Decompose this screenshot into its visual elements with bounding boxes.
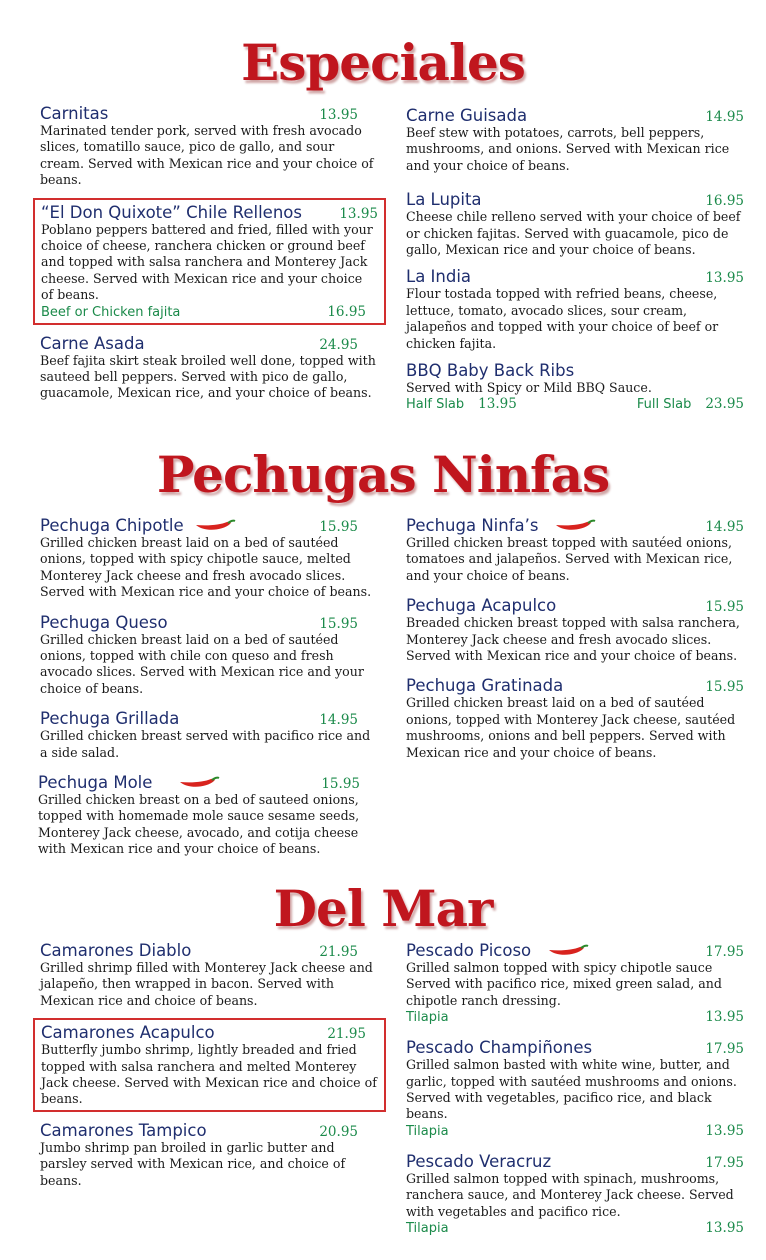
item-price: 17.95 [705,944,744,960]
item-description: Grilled salmon topped with spicy chipotle sauce Served with pacifico rice, mixed green salad, and chipotle ranch dressing. [406,960,722,1008]
item-price: 14.95 [705,519,744,535]
menu-item-pechuga-ninfas [406,516,744,584]
pechugas-right-column [406,516,744,770]
item-name: Pescado Veracruz [406,1151,552,1171]
menu-item-carne-guisada [406,106,744,174]
delmar-left-column [40,941,378,1198]
item-price: 16.95 [705,193,744,210]
item-name: Camarones Diablo [40,941,192,960]
item-price: 15.95 [705,599,744,616]
item-price: 13.95 [339,205,378,222]
item-price: 13.95 [705,270,744,287]
item-description: Grilled chicken breast laid on a bed of sautéed onions, topped with spicy chipotle sauce, melted Monterey Jack cheese and fresh avocado slices. Served with Mexican rice and your choice of beans. [40,535,372,600]
item-name: La India [406,267,472,287]
variant-label: Tilapia [406,1221,449,1237]
menu-item-pescado-picoso [406,941,744,1026]
section-title-especiales: Especiales [241,33,525,92]
item-description: Grilled chicken breast laid on a bed of sautéed onions, topped with Monterey Jack cheese, sautéed mushrooms, onions and bell peppers. Served with Mexican rice and your choice of beans. [406,695,736,760]
variant-label-half-slab: Half Slab [406,397,465,413]
menu-item-camarones-diablo [40,941,378,1009]
item-description: Grilled chicken breast served with pacifico rice and a side salad. [40,728,371,760]
item-description: Beef fajita skirt steak broiled well done, topped with sauteed bell peppers. Served with pico de gallo, guacamole, Mexican rice, and your choice of beans. [40,352,376,401]
item-description: Marinated tender pork, served with fresh avocado slices, tomatillo sauce, pico de gallo, and sour cream. Served with Mexican rice and your choice of beans. [40,123,374,188]
item-description: Poblano peppers battered and fried, filled with your choice of cheese, ranchera chicken or ground beef and topped with salsa ranchera and Monterey Jack cheese. Served with Mexican rice and your choice of beans. [41,221,373,303]
item-description: Breaded chicken breast topped with salsa ranchera, Monterey Jack cheese and fresh avocado slices. Served with Mexican rice and your choice of beans. [406,615,740,664]
item-description: Cheese chile relleno served with your choice of beef or chicken fajitas. Served with guacamole, pico de gallo, Mexican rice and your choice of beans. [406,209,741,258]
item-name: Pechuga Ninfa’s [406,516,539,535]
variant-price-full-slab: 23.95 [705,396,744,413]
chili-pepper-icon [178,776,220,790]
menu-item-pechuga-chipotle [40,516,378,601]
item-price: 15.95 [319,615,358,632]
variant-label: Beef or Chicken fajita [41,304,181,320]
item-name: Carnitas [40,104,109,123]
item-description: Jumbo shrimp pan broiled in garlic butter and parsley served with Mexican rice, and choice of beans. [40,1139,346,1188]
item-price: 14.95 [705,109,744,125]
item-price: 13.95 [319,107,358,123]
item-name: Pechuga Mole [38,773,153,793]
menu-item-carne-asada [40,334,378,402]
variant-price: 16.95 [327,303,366,320]
item-name: Carne Guisada [406,106,528,125]
item-description: Beef stew with potatoes, carrots, bell peppers, mushrooms, and onions. Served with Mexican rice and your choice of beans. [406,125,730,173]
menu-item-la-lupita [406,190,744,258]
item-description: Grilled chicken breast on a bed of sauteed onions, topped with homemade mole sauce sesame seeds, Monterey Jack cheese, avocado, and cotija cheese with Mexican rice and your choice of beans. [38,792,360,857]
menu-item-camarones-acapulco [33,1018,386,1112]
item-name: Pechuga Grillada [40,709,180,729]
variant-price: 13.95 [705,1009,744,1026]
variant-price: 13.95 [705,1220,744,1237]
variant-label: Tilapia [406,1010,449,1026]
item-name: Pechuga Chipotle [40,516,184,535]
item-description: Grilled chicken breast laid on a bed of sautéed onions, topped with chile con queso and fresh avocado slices. Served with Mexican rice and your choice of beans. [40,631,364,696]
menu-item-pescado-veracruz [406,1152,744,1237]
item-price: 15.95 [319,519,358,535]
item-name: Pescado Picoso [406,941,532,960]
variant-price-half-slab: 13.95 [478,396,517,413]
item-name: Pechuga Gratinada [406,676,564,696]
item-description: Grilled chicken breast topped with sautéed onions, tomatoes and jalapeños. Served with Mexican rice, and your choice of beans. [406,535,733,583]
menu-item-pechuga-queso [40,613,378,698]
item-name: “El Don Quixote” Chile Rellenos [41,202,302,222]
variant-label-full-slab: Full Slab [636,397,692,413]
chili-pepper-icon [554,519,596,533]
item-price: 24.95 [319,336,358,353]
item-name: Camarones Acapulco [41,1023,215,1043]
item-price: 14.95 [319,712,358,729]
menu-item-pechuga-acapulco [406,596,744,664]
section-title-pechugas: Pechugas Ninfas [156,445,610,504]
menu-item-bbq-ribs [406,361,744,413]
menu-item-pechuga-gratinada [406,676,744,761]
item-name: Camarones Tampico [40,1120,207,1140]
item-description: Grilled shrimp filled with Monterey Jack cheese and jalapeño, then wrapped in bacon. Served with Mexican rice and choice of beans. [40,960,373,1008]
menu-item-pescado-champinones [406,1038,744,1140]
item-name: Pechuga Acapulco [406,596,557,616]
menu-item-pechuga-grillada [40,709,378,761]
variant-price: 13.95 [705,1122,744,1139]
item-price: 15.95 [321,776,360,793]
menu-item-chile-rellenos [33,198,386,325]
pechugas-left-column [40,516,378,867]
item-name: BBQ Baby Back Ribs [406,361,575,381]
item-description: Served with Spicy or Mild BBQ Sauce. [406,380,652,396]
especiales-left-column [40,104,378,411]
item-name: Carne Asada [40,333,145,353]
chili-pepper-icon [194,519,236,533]
item-name: Pescado Champiñones [406,1038,593,1058]
menu-item-pechuga-mole [38,773,378,858]
item-description: Flour tostada topped with refried beans, cheese, lettuce, tomato, avocado slices, sour cream, jalapeños and topped with your choice of beef or chicken fajita. [406,286,719,351]
menu-item-la-india [406,267,744,352]
item-name: La Lupita [406,190,482,210]
delmar-right-column [406,941,744,1246]
item-price: 20.95 [319,1123,358,1140]
especiales-right-column [406,106,744,422]
item-description: Grilled salmon basted with white wine, butter, and garlic, topped with sautéed mushrooms and onions. Served with vegetables, pacifico rice, and black beans. [406,1057,737,1122]
item-price: 21.95 [327,1026,366,1043]
item-price: 17.95 [705,1154,744,1171]
item-price: 17.95 [705,1041,744,1058]
chili-pepper-icon [547,944,589,958]
menu-item-carnitas [40,104,378,189]
item-description: Grilled salmon topped with spinach, mushrooms, ranchera sauce, and Monterey Jack cheese. Served with vegetables and pacifico rice. [406,1170,734,1219]
menu-item-camarones-tampico [40,1121,378,1189]
item-price: 21.95 [319,944,358,960]
item-name: Pechuga Queso [40,612,168,632]
item-description: Butterfly jumbo shrimp, lightly breaded and fried topped with salsa ranchera and melted Monterey Jack cheese. Served with Mexican rice and choice of beans. [41,1042,377,1107]
item-price: 15.95 [705,679,744,696]
section-title-del-mar: Del Mar [273,879,493,938]
variant-label: Tilapia [406,1123,449,1139]
